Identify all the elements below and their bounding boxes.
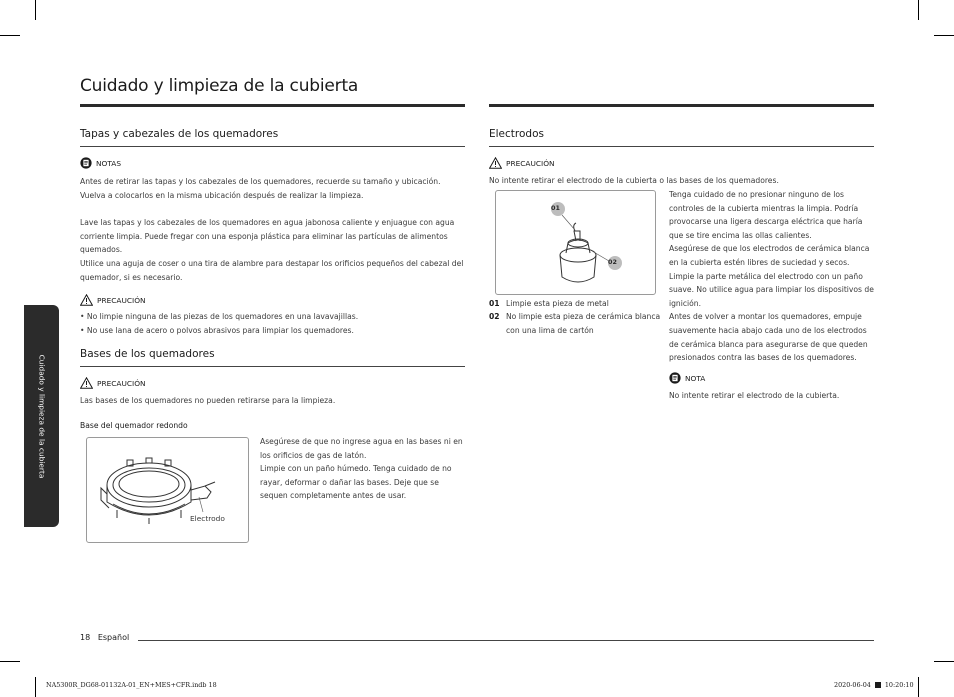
round-base-paragraphs xyxy=(260,435,468,503)
sidebar-tab-label: Cuidado y limpieza de la cubierta xyxy=(37,354,47,478)
burner-base-illustration xyxy=(86,437,249,543)
electrode-label: Electrodo xyxy=(190,514,225,523)
caution-label-row xyxy=(80,294,146,306)
section-rule xyxy=(80,146,465,147)
print-time: 10:20:10 xyxy=(884,681,914,689)
crop-mark xyxy=(934,35,954,36)
side-text-1: Tenga cuidado de no presionar ninguno de los controles de la cubierta mientras la limpia. Podría provocarse una ligera descarga eléctrica que haría que se tire encima las ollas calientes. xyxy=(669,190,863,240)
side-text-3: Limpie la parte metálica del electrodo con un paño suave. No utilice agua para limpiar los dispositivos de ignición. xyxy=(669,271,874,308)
notes-icon xyxy=(80,157,92,169)
notes-paragraphs xyxy=(80,175,468,284)
round-base-label: Base del quemador redondo xyxy=(80,421,188,430)
side-text-4: Antes de volver a montar los quemadores, empuje suavemente hacia abajo cada uno de los electrodos de cerámica blanca para asegurarse de que queden presionados contra las bases de los quemadores. xyxy=(669,312,868,363)
footer-rule xyxy=(138,640,874,641)
section-heading-caps: Tapas y cabezales de los quemadores xyxy=(80,128,279,140)
crop-mark xyxy=(35,677,36,697)
section-rule xyxy=(489,146,874,147)
note-label-row xyxy=(669,372,705,384)
round-base-text-1: Asegúrese de que no ingrese agua en las bases ni en los orificios de gas de latón. xyxy=(260,437,463,460)
electrode-caution-label: PRECAUCIÓN xyxy=(506,158,555,168)
round-base-text-2: Limpie con un paño húmedo. Tenga cuidado de no rayar, deformar o dañar las bases. Deje que se sequen completamente antes de usar. xyxy=(260,464,452,501)
print-date: 2020-06-04 xyxy=(834,681,871,689)
warning-icon xyxy=(489,157,502,169)
bases-caution-text: Las bases de los quemadores no pueden retirarse para la limpieza. xyxy=(80,396,336,405)
electrode-caution-text: No intente retirar el electrodo de la cubierta o las bases de los quemadores. xyxy=(489,176,779,185)
note-label: NOTA xyxy=(685,373,706,383)
page-number: 18 xyxy=(80,633,91,642)
crop-mark xyxy=(934,661,954,662)
side-text-2: Asegúrese de que los electrodos de cerámica blanca en la cubierta estén libres de suciedad y secos. xyxy=(669,244,870,267)
notes-label-row xyxy=(80,157,121,169)
print-mark-icon xyxy=(875,682,881,688)
section-heading-electrodes: Electrodos xyxy=(489,128,544,140)
burner-base-drawing xyxy=(87,438,248,542)
bases-caution-label-row xyxy=(80,377,146,389)
warning-icon xyxy=(80,377,93,389)
badge-01: 01 xyxy=(551,204,560,212)
notes-text-2: Lave las tapas y los cabezales de los quemadores en agua jabonosa caliente y enjuague con agua corriente limpia. Puede fregar con una esponja plástica para eliminar las partículas de alimentos quemados. xyxy=(80,218,455,255)
section-heading-bases: Bases de los quemadores xyxy=(80,348,215,360)
print-date-info xyxy=(834,681,914,689)
crop-mark xyxy=(0,35,20,36)
badge-02: 02 xyxy=(608,258,617,266)
warning-icon xyxy=(80,294,93,306)
caution-label: PRECAUCIÓN xyxy=(97,295,146,305)
callout-list xyxy=(489,297,666,337)
page-footer xyxy=(80,633,129,642)
notes-label: NOTAS xyxy=(96,158,122,168)
list-item: • No use lana de acero o polvos abrasivos para limpiar los quemadores. xyxy=(80,324,465,338)
crop-mark xyxy=(35,0,36,20)
note-text: No intente retirar el electrodo de la cubierta. xyxy=(669,391,840,400)
electrode-side-paragraphs xyxy=(669,188,874,365)
bases-caution-label: PRECAUCIÓN xyxy=(97,378,146,388)
electrode-illustration xyxy=(495,190,656,295)
callout-number: 01 xyxy=(489,299,500,308)
crop-mark xyxy=(918,677,919,697)
crop-mark xyxy=(918,0,919,20)
notes-text-3: Utilice una aguja de coser o una tira de alambre para destapar los orificios pequeños del cabezal del quemador, si es necesario. xyxy=(80,258,464,282)
print-file-info: NA5300R_DG68-01132A-01_EN+MES+CFR.indb 18 xyxy=(46,681,217,689)
list-item xyxy=(489,297,666,310)
callout-number: 02 xyxy=(489,312,500,322)
page-title: Cuidado y limpieza de la cubierta xyxy=(80,76,359,96)
section-rule xyxy=(80,366,465,367)
electrode-drawing xyxy=(496,191,655,294)
sidebar-tab xyxy=(24,305,59,527)
electrode-caution-label-row xyxy=(489,157,555,169)
caution-list xyxy=(80,310,465,337)
list-item: • No limpie ninguna de las piezas de los quemadores en una lavavajillas. xyxy=(80,310,465,324)
page-language: Español xyxy=(97,633,130,642)
notes-icon xyxy=(669,372,681,384)
notes-text-1: Antes de retirar las tapas y los cabezales de los quemadores, recuerde su tamaño y ubicación. Vuelva a colocarlos en la misma ubicación después de realizar la limpieza. xyxy=(80,177,441,200)
callout-text: Limpie esta pieza de metal xyxy=(506,299,609,308)
list-item xyxy=(489,310,666,337)
crop-mark xyxy=(0,661,20,662)
top-rule-left xyxy=(80,104,465,107)
callout-text: No limpie esta pieza de cerámica blanca con una lima de cartón xyxy=(506,312,661,335)
top-rule-right xyxy=(489,104,874,107)
